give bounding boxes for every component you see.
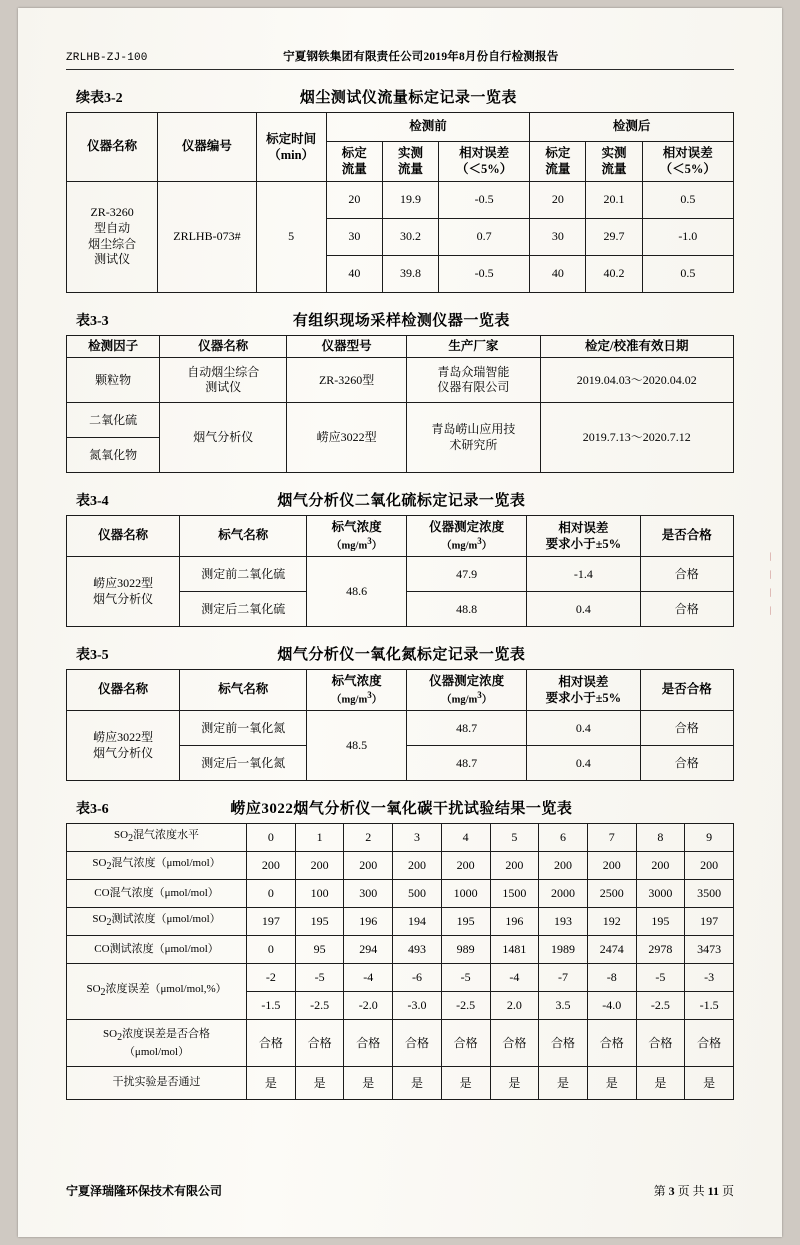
table-row xyxy=(67,403,734,438)
cell-level: 8 xyxy=(636,824,685,852)
cell-level: 5 xyxy=(490,824,539,852)
cell-after-err: 0.5 xyxy=(642,255,733,292)
cell-factor-particulate: 颗粒物 xyxy=(67,358,160,403)
cell-relative-error: 0.4 xyxy=(527,592,640,627)
cell-co-test: 1481 xyxy=(490,936,539,964)
cell-so2-err-ok: 合格 xyxy=(490,1020,539,1067)
cell-co-mix: 500 xyxy=(393,880,442,908)
table-3-6-number: 表3-6 xyxy=(76,802,109,818)
header-relative-error: 相对误差 要求小于±5% xyxy=(527,516,640,557)
cell-after-err: 0.5 xyxy=(642,181,733,218)
cell-so2-err-pct: -4.0 xyxy=(587,992,636,1020)
header-qualified: 是否合格 xyxy=(640,516,733,557)
cell-after-std: 30 xyxy=(530,218,586,255)
cell-instrument-name: 自动烟尘综合 测试仪 xyxy=(160,358,287,403)
cell-level: 9 xyxy=(685,824,734,852)
row-label-level: SO2混气浓度水平 xyxy=(67,824,247,852)
cell-measured-conc: 48.8 xyxy=(407,592,527,627)
cell-level: 3 xyxy=(393,824,442,852)
table-3-5-title: 烟气分析仪一氧化氮标定记录一览表 xyxy=(277,647,526,664)
table-row xyxy=(67,908,734,936)
cell-so2-mix: 200 xyxy=(685,852,734,880)
row-label-so2-error-qualified: SO2浓度误差是否合格 （μmol/mol） xyxy=(67,1020,247,1067)
page-edge-marks: 丨 丨 丨 丨 xyxy=(766,552,776,616)
cell-so2-test: 195 xyxy=(441,908,490,936)
cell-interference-pass: 是 xyxy=(344,1067,393,1100)
table-row xyxy=(67,670,734,711)
header-manufacturer: 生产厂家 xyxy=(407,335,540,358)
header-before-meas-flow: 实测 流量 xyxy=(382,142,438,182)
table-3-3-caption xyxy=(66,309,734,330)
table-3-4-title: 烟气分析仪二氧化硫标定记录一览表 xyxy=(277,493,526,510)
cell-co-mix: 3500 xyxy=(685,880,734,908)
cell-so2-err-abs: -2 xyxy=(247,964,296,992)
cell-instrument-name: 崂应3022型 烟气分析仪 xyxy=(67,711,180,781)
row-label-so2-mix: SO2混气浓度（μmol/mol） xyxy=(67,852,247,880)
table-3-6-block xyxy=(66,797,734,1100)
table-row xyxy=(67,335,734,358)
cell-so2-mix: 200 xyxy=(247,852,296,880)
cell-before-std: 30 xyxy=(326,218,382,255)
cell-before-err: -0.5 xyxy=(439,255,530,292)
cell-before-err: 0.7 xyxy=(439,218,530,255)
table-row xyxy=(67,711,734,746)
cell-instrument-no: ZRLHB-073# xyxy=(158,181,256,292)
table-3-4-number: 表3-4 xyxy=(76,494,109,510)
row-label-interference-pass: 干扰实验是否通过 xyxy=(67,1067,247,1100)
cell-interference-pass: 是 xyxy=(636,1067,685,1100)
table-3-5-caption xyxy=(66,643,734,664)
cell-so2-err-ok: 合格 xyxy=(587,1020,636,1067)
cell-gas-name: 测定后二氧化硫 xyxy=(180,592,307,627)
cell-so2-err-abs: -5 xyxy=(295,964,344,992)
table-3-6 xyxy=(66,823,734,1100)
cell-gas-conc: 48.5 xyxy=(307,711,407,781)
cell-relative-error: 0.4 xyxy=(527,746,640,781)
table-3-4-caption xyxy=(66,489,734,510)
cell-so2-err-abs: -8 xyxy=(587,964,636,992)
cell-instrument-model: 崂应3022型 xyxy=(287,403,407,473)
header-instrument-no: 仪器编号 xyxy=(158,113,256,182)
cell-gas-conc: 48.6 xyxy=(307,557,407,627)
cell-so2-mix: 200 xyxy=(539,852,588,880)
row-label-so2-test: SO2测试浓度（μmol/mol） xyxy=(67,908,247,936)
cell-valid-date: 2019.7.13～2020.7.12 xyxy=(540,403,733,473)
cell-interference-pass: 是 xyxy=(295,1067,344,1100)
page-content xyxy=(66,48,734,1100)
row-label-so2-error: SO2浓度误差（μmol/mol,%） xyxy=(67,964,247,1020)
cell-before-std: 40 xyxy=(326,255,382,292)
cell-level: 4 xyxy=(441,824,490,852)
cell-instrument-model: ZR-3260型 xyxy=(287,358,407,403)
table-3-6-title: 崂应3022烟气分析仪一氧化碳干扰试验结果一览表 xyxy=(230,801,573,818)
table-row xyxy=(67,936,734,964)
cell-co-mix: 3000 xyxy=(636,880,685,908)
table-3-4-block xyxy=(66,489,734,627)
cell-so2-err-abs: -4 xyxy=(344,964,393,992)
table-row xyxy=(67,824,734,852)
cell-manufacturer: 青岛众瑞智能 仪器有限公司 xyxy=(407,358,540,403)
header-standard-gas-name: 标气名称 xyxy=(180,670,307,711)
cell-instrument-name: 烟气分析仪 xyxy=(160,403,287,473)
table-3-2-title: 烟尘测试仪流量标定记录一览表 xyxy=(299,90,517,106)
row-label-co-mix: CO混气浓度（μmol/mol） xyxy=(67,880,247,908)
cell-factor-nox: 氮氧化物 xyxy=(67,438,160,473)
cell-so2-mix: 200 xyxy=(490,852,539,880)
cell-level: 0 xyxy=(247,824,296,852)
cell-valid-date: 2019.04.03～2020.04.02 xyxy=(540,358,733,403)
cell-instrument-name: ZR-3260 型自动 烟尘综合 测试仪 xyxy=(67,181,158,292)
header-instrument-measured-conc: 仪器测定浓度 （mg/m3） xyxy=(407,670,527,711)
cell-level: 6 xyxy=(539,824,588,852)
header-relative-error: 相对误差 要求小于±5% xyxy=(527,670,640,711)
cell-qualified: 合格 xyxy=(640,557,733,592)
cell-so2-err-abs: -7 xyxy=(539,964,588,992)
cell-so2-err-pct: -1.5 xyxy=(247,992,296,1020)
cell-so2-err-ok: 合格 xyxy=(344,1020,393,1067)
cell-qualified: 合格 xyxy=(640,711,733,746)
cell-calibration-time: 5 xyxy=(256,181,326,292)
cell-so2-test: 195 xyxy=(295,908,344,936)
table-row xyxy=(67,1020,734,1067)
table-row xyxy=(67,1067,734,1100)
table-3-2-caption xyxy=(66,86,734,107)
cell-instrument-name: 崂应3022型 烟气分析仪 xyxy=(67,557,180,627)
cell-so2-mix: 200 xyxy=(587,852,636,880)
cell-after-meas: 40.2 xyxy=(586,255,642,292)
cell-so2-mix: 200 xyxy=(344,852,393,880)
cell-after-meas: 29.7 xyxy=(586,218,642,255)
cell-so2-err-pct: 2.0 xyxy=(490,992,539,1020)
cell-co-test: 989 xyxy=(441,936,490,964)
cell-co-mix: 1500 xyxy=(490,880,539,908)
table-3-6-caption xyxy=(66,797,734,818)
table-row xyxy=(67,852,734,880)
header-instrument-measured-conc: 仪器测定浓度 （mg/m3） xyxy=(407,516,527,557)
cell-qualified: 合格 xyxy=(640,746,733,781)
table-3-5 xyxy=(66,669,734,781)
cell-relative-error: -1.4 xyxy=(527,557,640,592)
header-qualified: 是否合格 xyxy=(640,670,733,711)
cell-co-test: 2978 xyxy=(636,936,685,964)
cell-so2-test: 196 xyxy=(344,908,393,936)
document-footer xyxy=(66,1182,734,1199)
header-standard-gas-name: 标气名称 xyxy=(180,516,307,557)
document-page xyxy=(18,8,782,1237)
cell-interference-pass: 是 xyxy=(539,1067,588,1100)
header-valid-date: 检定/校准有效日期 xyxy=(540,335,733,358)
cell-measured-conc: 48.7 xyxy=(407,746,527,781)
cell-relative-error: 0.4 xyxy=(527,711,640,746)
table-3-5-block xyxy=(66,643,734,781)
table-3-5-number: 表3-5 xyxy=(76,648,109,664)
table-row xyxy=(67,181,734,218)
cell-after-std: 40 xyxy=(530,255,586,292)
cell-co-mix: 2500 xyxy=(587,880,636,908)
footer-company: 宁夏泽瑞隆环保技术有限公司 xyxy=(66,1184,223,1198)
cell-co-test: 294 xyxy=(344,936,393,964)
cell-before-std: 20 xyxy=(326,181,382,218)
cell-co-test: 2474 xyxy=(587,936,636,964)
table-3-2-number: 续表3-2 xyxy=(76,91,123,106)
cell-so2-test: 195 xyxy=(636,908,685,936)
header-detect-factor: 检测因子 xyxy=(67,335,160,358)
table-row xyxy=(67,557,734,592)
cell-so2-mix: 200 xyxy=(441,852,490,880)
cell-so2-mix: 200 xyxy=(295,852,344,880)
cell-co-mix: 2000 xyxy=(539,880,588,908)
cell-co-mix: 300 xyxy=(344,880,393,908)
cell-interference-pass: 是 xyxy=(587,1067,636,1100)
cell-so2-err-abs: -5 xyxy=(636,964,685,992)
cell-so2-err-pct: -2.5 xyxy=(636,992,685,1020)
cell-after-meas: 20.1 xyxy=(586,181,642,218)
cell-so2-mix: 200 xyxy=(393,852,442,880)
cell-co-test: 1989 xyxy=(539,936,588,964)
cell-after-std: 20 xyxy=(530,181,586,218)
cell-so2-test: 194 xyxy=(393,908,442,936)
cell-level: 1 xyxy=(295,824,344,852)
table-row xyxy=(67,113,734,142)
header-before-rel-error: 相对误差 （＜5%） xyxy=(439,142,530,182)
cell-before-meas: 30.2 xyxy=(382,218,438,255)
cell-so2-test: 197 xyxy=(685,908,734,936)
table-3-3 xyxy=(66,335,734,474)
cell-co-test: 95 xyxy=(295,936,344,964)
cell-so2-err-abs: -4 xyxy=(490,964,539,992)
cell-gas-name: 测定前二氧化硫 xyxy=(180,557,307,592)
cell-gas-name: 测定后一氧化氮 xyxy=(180,746,307,781)
cell-so2-err-pct: -2.5 xyxy=(295,992,344,1020)
header-instrument-name: 仪器名称 xyxy=(67,113,158,182)
header-standard-gas-conc: 标气浓度 （mg/m3） xyxy=(307,670,407,711)
cell-co-mix: 1000 xyxy=(441,880,490,908)
document-header xyxy=(66,48,734,70)
cell-so2-err-abs: -5 xyxy=(441,964,490,992)
cell-so2-err-ok: 合格 xyxy=(685,1020,734,1067)
table-3-2-block xyxy=(66,86,734,293)
cell-before-err: -0.5 xyxy=(439,181,530,218)
cell-manufacturer: 青岛崂山应用技 术研究所 xyxy=(407,403,540,473)
cell-level: 7 xyxy=(587,824,636,852)
cell-co-test: 493 xyxy=(393,936,442,964)
header-after-test: 检测后 xyxy=(530,113,734,142)
row-label-co-test: CO测试浓度（μmol/mol） xyxy=(67,936,247,964)
cell-co-test: 0 xyxy=(247,936,296,964)
cell-so2-err-abs: -3 xyxy=(685,964,734,992)
cell-factor-so2: 二氧化硫 xyxy=(67,403,160,438)
cell-so2-err-pct: -2.0 xyxy=(344,992,393,1020)
header-before-test: 检测前 xyxy=(326,113,530,142)
header-after-rel-error: 相对误差 （＜5%） xyxy=(642,142,733,182)
cell-so2-err-pct: -2.5 xyxy=(441,992,490,1020)
cell-interference-pass: 是 xyxy=(441,1067,490,1100)
cell-so2-err-pct: 3.5 xyxy=(539,992,588,1020)
footer-page-number: 第 3 页 共 11 页 xyxy=(653,1184,734,1198)
cell-co-mix: 100 xyxy=(295,880,344,908)
header-calibration-time: 标定时间 （min） xyxy=(256,113,326,182)
table-3-3-block xyxy=(66,309,734,474)
cell-before-meas: 39.8 xyxy=(382,255,438,292)
cell-so2-err-abs: -6 xyxy=(393,964,442,992)
table-row xyxy=(67,964,734,992)
cell-interference-pass: 是 xyxy=(393,1067,442,1100)
table-row xyxy=(67,880,734,908)
table-3-3-title: 有组织现场采样检测仪器一览表 xyxy=(292,312,510,329)
header-instrument-model: 仪器型号 xyxy=(287,335,407,358)
cell-interference-pass: 是 xyxy=(490,1067,539,1100)
cell-so2-err-ok: 合格 xyxy=(441,1020,490,1067)
table-3-4 xyxy=(66,515,734,627)
cell-so2-err-ok: 合格 xyxy=(247,1020,296,1067)
table-row xyxy=(67,358,734,403)
table-row xyxy=(67,516,734,557)
header-instrument-name: 仪器名称 xyxy=(160,335,287,358)
cell-so2-err-ok: 合格 xyxy=(393,1020,442,1067)
cell-so2-test: 196 xyxy=(490,908,539,936)
header-after-meas-flow: 实测 流量 xyxy=(586,142,642,182)
cell-measured-conc: 48.7 xyxy=(407,711,527,746)
cell-so2-test: 192 xyxy=(587,908,636,936)
header-after-std-flow: 标定 流量 xyxy=(530,142,586,182)
cell-interference-pass: 是 xyxy=(685,1067,734,1100)
cell-so2-err-ok: 合格 xyxy=(295,1020,344,1067)
document-code: ZRLHB-ZJ-100 xyxy=(66,52,148,64)
cell-interference-pass: 是 xyxy=(247,1067,296,1100)
cell-gas-name: 测定前一氧化氮 xyxy=(180,711,307,746)
cell-measured-conc: 47.9 xyxy=(407,557,527,592)
cell-qualified: 合格 xyxy=(640,592,733,627)
header-instrument-name: 仪器名称 xyxy=(67,516,180,557)
cell-so2-err-ok: 合格 xyxy=(539,1020,588,1067)
header-before-std-flow: 标定 流量 xyxy=(326,142,382,182)
table-3-2 xyxy=(66,112,734,293)
cell-so2-mix: 200 xyxy=(636,852,685,880)
table-3-3-number: 表3-3 xyxy=(76,313,109,329)
cell-so2-err-pct: -1.5 xyxy=(685,992,734,1020)
cell-so2-test: 193 xyxy=(539,908,588,936)
cell-co-test: 3473 xyxy=(685,936,734,964)
cell-so2-err-pct: -3.0 xyxy=(393,992,442,1020)
cell-so2-err-ok: 合格 xyxy=(636,1020,685,1067)
header-standard-gas-conc: 标气浓度 （mg/m3） xyxy=(307,516,407,557)
header-instrument-name: 仪器名称 xyxy=(67,670,180,711)
cell-after-err: -1.0 xyxy=(642,218,733,255)
document-title: 宁夏钢铁集团有限责任公司2019年8月份自行检测报告 xyxy=(283,51,559,63)
cell-co-mix: 0 xyxy=(247,880,296,908)
cell-before-meas: 19.9 xyxy=(382,181,438,218)
cell-so2-test: 197 xyxy=(247,908,296,936)
cell-level: 2 xyxy=(344,824,393,852)
